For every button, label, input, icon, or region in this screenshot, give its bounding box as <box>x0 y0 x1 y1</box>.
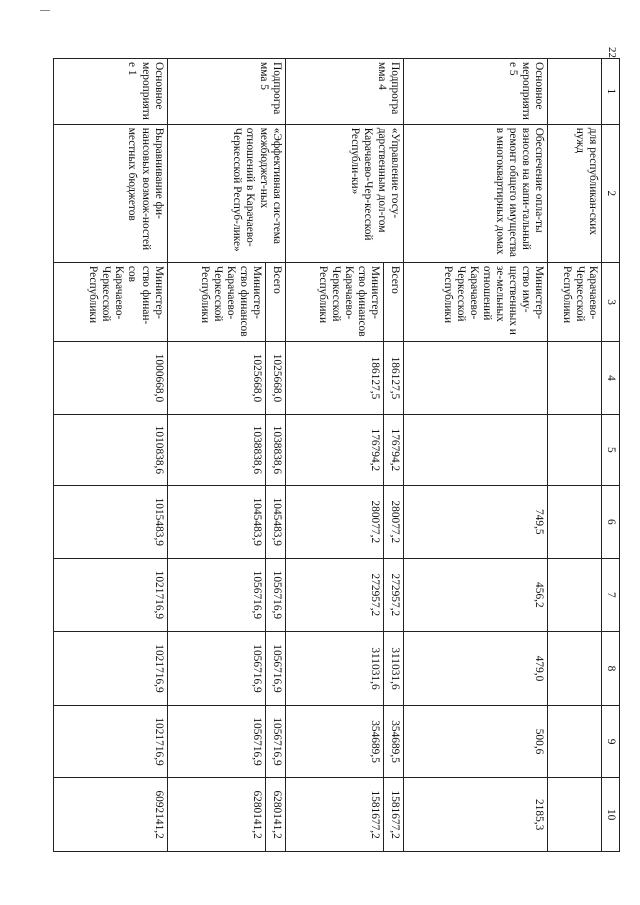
col-header: 3 <box>601 262 619 341</box>
cell: 749,5 <box>403 486 548 559</box>
cell: 1045483,9 <box>167 486 266 559</box>
table-row <box>384 59 403 852</box>
cell: 272957,2 <box>285 558 384 632</box>
cell <box>548 705 602 778</box>
cell <box>548 778 602 852</box>
page-number: 22 <box>606 47 618 58</box>
cell: 1038838,6 <box>167 414 266 485</box>
cell: Обеспечение опла-ты взносов на капи-тальный ремонт общего имущества в многоквартирных домах <box>403 124 548 262</box>
cell: 1038838,6 <box>266 414 285 485</box>
col-header: 2 <box>601 124 619 262</box>
cell <box>403 414 548 485</box>
rotated-page <box>53 58 620 852</box>
cell: 176794,2 <box>285 414 384 485</box>
cell: Основное мероприятие 1 <box>54 59 168 125</box>
cell: Министер-ство финан-сов Карачаево-Черкесской Республики <box>54 262 168 341</box>
cell <box>403 342 548 415</box>
cell: 6280141,2 <box>167 778 266 852</box>
col-header: 1 <box>601 59 619 125</box>
table-row <box>266 59 285 852</box>
cell: Всего <box>384 262 403 341</box>
cell: 500,6 <box>403 705 548 778</box>
cell: 186127,5 <box>285 342 384 415</box>
table-row <box>548 59 602 852</box>
cell: 6092141,2 <box>54 778 168 852</box>
cell: Выравнивание фи-нансовых возмож-ностей местных бюджетов <box>54 124 168 262</box>
cell: 479,0 <box>403 632 548 706</box>
cell: Министер-ство финансов Карачаево-Черкесской Республики <box>167 262 266 341</box>
budget-table <box>53 58 620 852</box>
cell <box>548 486 602 559</box>
cell: 1056716,9 <box>167 632 266 706</box>
cell <box>548 342 602 415</box>
col-header: 8 <box>601 632 619 706</box>
col-header: 5 <box>601 414 619 485</box>
col-header: 10 <box>601 778 619 852</box>
cell: Подпрограмма 4 <box>285 59 403 125</box>
cell: Основное мероприятие 5 <box>403 59 548 125</box>
cell: 1056716,9 <box>266 558 285 632</box>
cell: Всего <box>266 262 285 341</box>
header-row <box>601 59 619 852</box>
cell: для республикан-ских нужд <box>548 124 602 262</box>
cell: 311031,6 <box>384 632 403 706</box>
cell <box>548 632 602 706</box>
cell: 1010838,6 <box>54 414 168 485</box>
table-row <box>403 59 548 852</box>
cell: 176794,2 <box>384 414 403 485</box>
cell: Карачаево-Черкесской Республики <box>548 262 602 341</box>
scan-mark <box>40 10 50 11</box>
cell: 6280141,2 <box>266 778 285 852</box>
cell: 1021716,9 <box>54 558 168 632</box>
cell: 1021716,9 <box>54 632 168 706</box>
cell: 272957,2 <box>384 558 403 632</box>
cell: 1056716,9 <box>167 705 266 778</box>
cell <box>548 59 602 125</box>
cell <box>548 558 602 632</box>
cell: 1015483,9 <box>54 486 168 559</box>
col-header: 9 <box>601 705 619 778</box>
cell: «Эффективная сис-тема межбюджет-ных отношений в Карачаево-Черкесской Респуб-лике» <box>167 124 285 262</box>
cell: 456,2 <box>403 558 548 632</box>
cell: 1056716,9 <box>266 705 285 778</box>
cell: 1000668,0 <box>54 342 168 415</box>
cell: 280077,2 <box>384 486 403 559</box>
cell: 2185,3 <box>403 778 548 852</box>
cell: 311031,6 <box>285 632 384 706</box>
cell: 280077,2 <box>285 486 384 559</box>
cell: 1581677,2 <box>384 778 403 852</box>
cell: 1045483,9 <box>266 486 285 559</box>
cell: 1021716,9 <box>54 705 168 778</box>
cell: 186127,5 <box>384 342 403 415</box>
cell: 354689,5 <box>285 705 384 778</box>
cell: Подпрограмма 5 <box>167 59 285 125</box>
cell: 1581677,2 <box>285 778 384 852</box>
cell: Министер-ство иму-щественных и зе-мельных отношений Карачаево-Черкесской Республики <box>403 262 548 341</box>
cell: 1056716,9 <box>266 632 285 706</box>
cell <box>548 414 602 485</box>
cell: 1025668,0 <box>167 342 266 415</box>
cell: 1056716,9 <box>167 558 266 632</box>
col-header: 7 <box>601 558 619 632</box>
table-row <box>54 59 168 852</box>
cell: «Управление госу-дарственным дол-гом Карачаево-Чер-кесской Республи-ки» <box>285 124 403 262</box>
cell: Министер-ство финансов Карачаево-Черкесской Республики <box>285 262 384 341</box>
col-header: 6 <box>601 486 619 559</box>
cell: 1025668,0 <box>266 342 285 415</box>
cell: 354689,5 <box>384 705 403 778</box>
col-header: 4 <box>601 342 619 415</box>
